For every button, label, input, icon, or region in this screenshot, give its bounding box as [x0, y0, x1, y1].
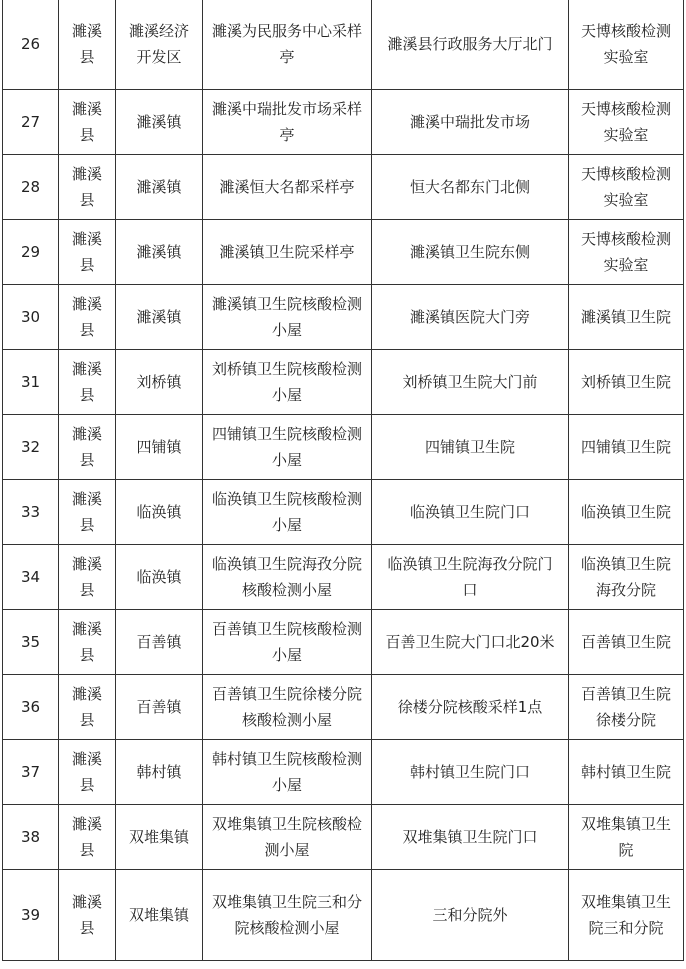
testing-lab-cell: 韩村镇卫生院 [569, 740, 684, 805]
testing-lab-cell: 天博核酸检测实验室 [569, 0, 684, 90]
sampling-site-cell: 韩村镇卫生院核酸检测小屋 [203, 740, 372, 805]
table-row [3, 220, 684, 285]
row-number: 30 [3, 285, 59, 350]
address-cell: 濉溪中瑞批发市场 [372, 90, 569, 155]
testing-sites-table [2, 0, 684, 961]
sampling-site-cell: 刘桥镇卫生院核酸检测小屋 [203, 350, 372, 415]
town-cell: 四铺镇 [116, 415, 203, 480]
row-number: 27 [3, 90, 59, 155]
testing-lab-cell: 双堆集镇卫生院三和分院 [569, 870, 684, 961]
town-cell: 双堆集镇 [116, 805, 203, 870]
address-cell: 恒大名都东门北侧 [372, 155, 569, 220]
sampling-site-cell: 百善镇卫生院核酸检测小屋 [203, 610, 372, 675]
table-row [3, 350, 684, 415]
row-number: 32 [3, 415, 59, 480]
sampling-site-cell: 双堆集镇卫生院三和分院核酸检测小屋 [203, 870, 372, 961]
sampling-site-cell: 濉溪镇卫生院核酸检测小屋 [203, 285, 372, 350]
table-row [3, 870, 684, 961]
table-row [3, 610, 684, 675]
testing-lab-cell: 百善镇卫生院徐楼分院 [569, 675, 684, 740]
table-row [3, 545, 684, 610]
county-cell: 濉溪县 [59, 610, 116, 675]
town-cell: 临涣镇 [116, 480, 203, 545]
town-cell: 濉溪镇 [116, 285, 203, 350]
testing-lab-cell: 四铺镇卫生院 [569, 415, 684, 480]
sampling-site-cell: 濉溪为民服务中心采样亭 [203, 0, 372, 90]
sampling-site-cell: 双堆集镇卫生院核酸检测小屋 [203, 805, 372, 870]
testing-lab-cell: 双堆集镇卫生院 [569, 805, 684, 870]
town-cell: 濉溪经济开发区 [116, 0, 203, 90]
sampling-site-cell: 濉溪中瑞批发市场采样亭 [203, 90, 372, 155]
county-cell: 濉溪县 [59, 675, 116, 740]
table-row [3, 155, 684, 220]
sampling-site-cell: 临涣镇卫生院海孜分院核酸检测小屋 [203, 545, 372, 610]
county-cell: 濉溪县 [59, 350, 116, 415]
address-cell: 濉溪镇医院大门旁 [372, 285, 569, 350]
table-row [3, 805, 684, 870]
row-number: 36 [3, 675, 59, 740]
table-row [3, 90, 684, 155]
town-cell: 韩村镇 [116, 740, 203, 805]
row-number: 26 [3, 0, 59, 90]
town-cell: 刘桥镇 [116, 350, 203, 415]
county-cell: 濉溪县 [59, 870, 116, 961]
county-cell: 濉溪县 [59, 155, 116, 220]
table-row [3, 675, 684, 740]
row-number: 31 [3, 350, 59, 415]
address-cell: 刘桥镇卫生院大门前 [372, 350, 569, 415]
county-cell: 濉溪县 [59, 805, 116, 870]
sampling-site-cell: 四铺镇卫生院核酸检测小屋 [203, 415, 372, 480]
sampling-site-cell: 临涣镇卫生院核酸检测小屋 [203, 480, 372, 545]
county-cell: 濉溪县 [59, 0, 116, 90]
county-cell: 濉溪县 [59, 220, 116, 285]
county-cell: 濉溪县 [59, 90, 116, 155]
address-cell: 徐楼分院核酸采样1点 [372, 675, 569, 740]
town-cell: 百善镇 [116, 675, 203, 740]
testing-lab-cell: 天博核酸检测实验室 [569, 90, 684, 155]
table-row [3, 415, 684, 480]
town-cell: 临涣镇 [116, 545, 203, 610]
row-number: 38 [3, 805, 59, 870]
address-cell: 百善卫生院大门口北20米 [372, 610, 569, 675]
row-number: 34 [3, 545, 59, 610]
county-cell: 濉溪县 [59, 415, 116, 480]
row-number: 33 [3, 480, 59, 545]
address-cell: 濉溪镇卫生院东侧 [372, 220, 569, 285]
sampling-site-cell: 濉溪恒大名都采样亭 [203, 155, 372, 220]
town-cell: 濉溪镇 [116, 90, 203, 155]
testing-lab-cell: 天博核酸检测实验室 [569, 220, 684, 285]
address-cell: 双堆集镇卫生院门口 [372, 805, 569, 870]
county-cell: 濉溪县 [59, 285, 116, 350]
row-number: 29 [3, 220, 59, 285]
address-cell: 四铺镇卫生院 [372, 415, 569, 480]
county-cell: 濉溪县 [59, 545, 116, 610]
table-row [3, 740, 684, 805]
table-row [3, 480, 684, 545]
address-cell: 临涣镇卫生院海孜分院门口 [372, 545, 569, 610]
town-cell: 濉溪镇 [116, 220, 203, 285]
address-cell: 韩村镇卫生院门口 [372, 740, 569, 805]
testing-lab-cell: 临涣镇卫生院 [569, 480, 684, 545]
town-cell: 百善镇 [116, 610, 203, 675]
row-number: 28 [3, 155, 59, 220]
county-cell: 濉溪县 [59, 480, 116, 545]
testing-lab-cell: 临涣镇卫生院海孜分院 [569, 545, 684, 610]
row-number: 39 [3, 870, 59, 961]
row-number: 35 [3, 610, 59, 675]
table-body [3, 0, 684, 961]
sampling-site-cell: 濉溪镇卫生院采样亭 [203, 220, 372, 285]
testing-lab-cell: 刘桥镇卫生院 [569, 350, 684, 415]
address-cell: 濉溪县行政服务大厅北门 [372, 0, 569, 90]
address-cell: 临涣镇卫生院门口 [372, 480, 569, 545]
address-cell: 三和分院外 [372, 870, 569, 961]
table-row [3, 0, 684, 90]
testing-lab-cell: 百善镇卫生院 [569, 610, 684, 675]
town-cell: 双堆集镇 [116, 870, 203, 961]
table-row [3, 285, 684, 350]
testing-lab-cell: 濉溪镇卫生院 [569, 285, 684, 350]
row-number: 37 [3, 740, 59, 805]
town-cell: 濉溪镇 [116, 155, 203, 220]
county-cell: 濉溪县 [59, 740, 116, 805]
testing-lab-cell: 天博核酸检测实验室 [569, 155, 684, 220]
sampling-site-cell: 百善镇卫生院徐楼分院核酸检测小屋 [203, 675, 372, 740]
